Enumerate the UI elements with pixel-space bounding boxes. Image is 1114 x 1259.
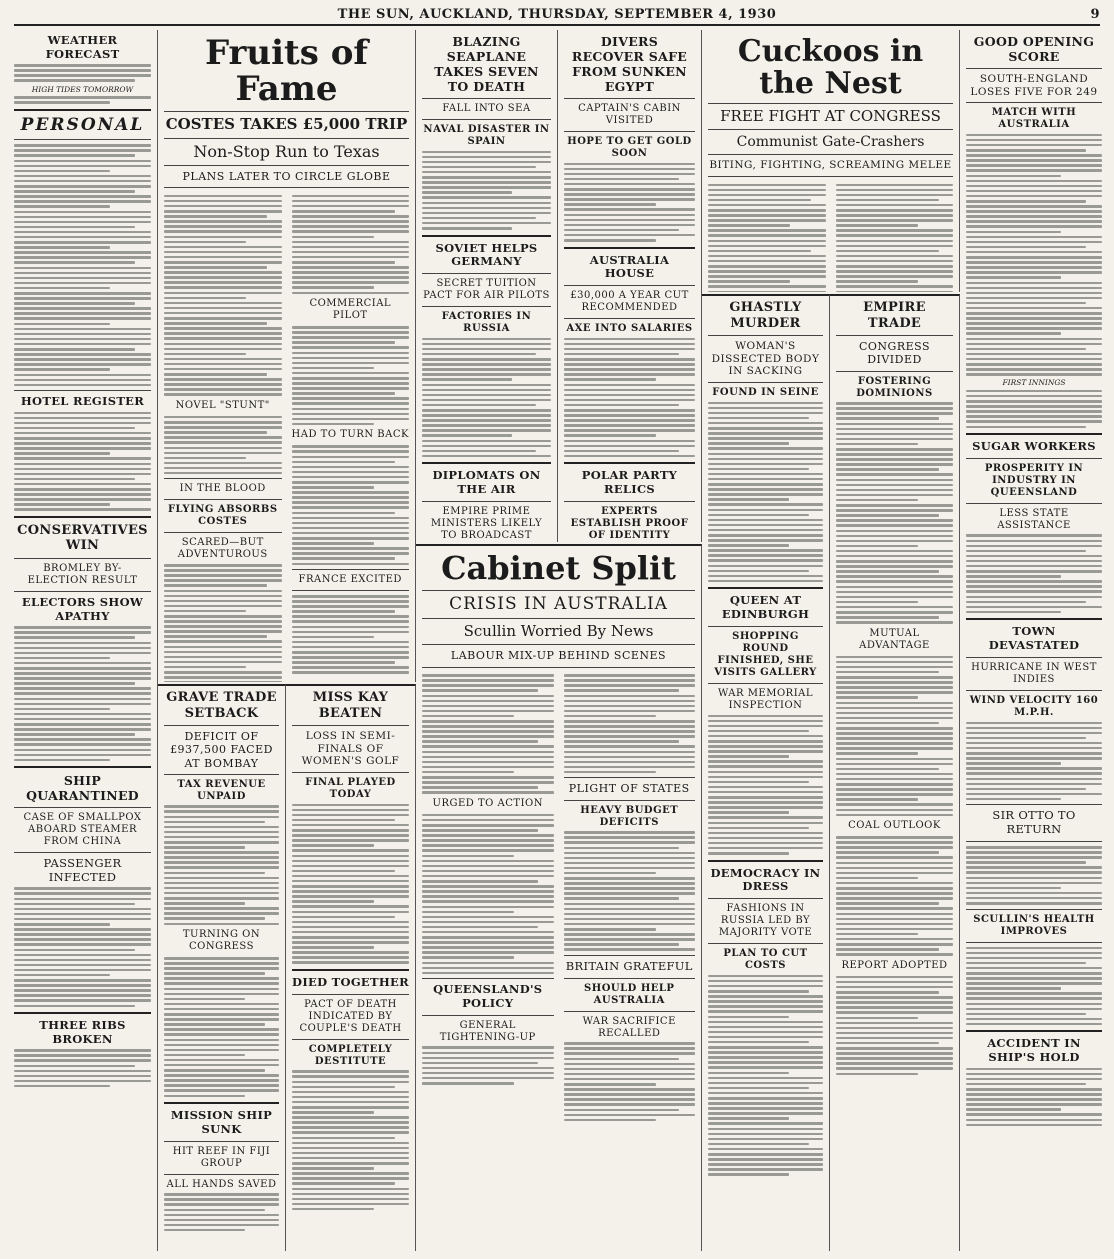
- died-sub2: COMPLETELY DESTITUTE: [308, 1043, 393, 1067]
- fruits-sub3: PLANS LATER TO CIRCLE GLOBE: [182, 170, 391, 184]
- miss-kay-headline: MISS KAY BEATEN: [312, 690, 389, 721]
- ghastly-column: [702, 294, 830, 1251]
- empire-sub1: CONGRESS DIVIDED: [858, 340, 931, 367]
- fruits-sub2: Non-Stop Run to Texas: [193, 141, 380, 161]
- polar-headline: POLAR PARTY RELICS: [581, 468, 678, 497]
- seaplane-headline: BLAZING SEAPLANE TAKES SEVEN TO DEATH: [434, 34, 539, 94]
- divers-sub1: CAPTAIN'S CABIN VISITED: [578, 103, 681, 126]
- soviet-sub1: SECRET TUITION PACT FOR AIR PILOTS: [423, 278, 550, 302]
- diplomats-sub1: EMPIRE PRIME MINISTERS LIKELY TO BROADCAST: [430, 505, 543, 541]
- grave-sub1: DEFICIT OF £937,500 FACED AT BOMBAY: [170, 730, 273, 770]
- electors-heading: ELECTORS SHOW APATHY: [21, 595, 144, 623]
- weather-heading: WEATHER FORECAST: [45, 33, 120, 61]
- divers-column: [558, 30, 702, 542]
- mission-ship-headline: MISSION SHIP SUNK: [170, 1108, 273, 1136]
- australia-sub2: AXE INTO SALARIES: [566, 323, 693, 335]
- first-innings-heading: FIRST INNINGS: [1002, 378, 1066, 388]
- fruits-sub1: COSTES TAKES £5,000 TRIP: [165, 115, 408, 134]
- fruits-of-fame-article: [158, 30, 416, 682]
- grave-trade-article: [158, 684, 286, 1251]
- democracy-sub1: FASHIONS IN RUSSIA LED BY MAJORITY VOTE: [718, 903, 813, 939]
- queen-edinburgh-headline: QUEEN AT EDINBURGH: [721, 593, 810, 622]
- seaplane-sub2: NAVAL DISASTER IN SPAIN: [423, 124, 550, 147]
- mission-sub1: HIT REEF IN FIJI GROUP: [172, 1145, 271, 1169]
- cabinet-sub2: Scullin Worried By News: [463, 622, 654, 641]
- scared-heading: SCARED—BUT ADVENTUROUS: [177, 537, 268, 561]
- coal-outlook-heading: COAL OUTLOOK: [848, 820, 941, 832]
- good-opening-sub2: MATCH WITH AUSTRALIA: [991, 107, 1077, 131]
- sugar-workers-headline: SUGAR WORKERS: [972, 439, 1096, 454]
- fruits-headline: Fruits of Fame: [204, 33, 369, 109]
- seaplane-sub1: FALL INTO SEA: [442, 103, 531, 114]
- tide-heading: HIGH TIDES TOMORROW: [31, 84, 134, 94]
- soviet-sub2: FACTORIES IN RUSSIA: [441, 311, 532, 335]
- turn-back-heading: HAD TO TURN BACK: [291, 429, 409, 441]
- soviet-headline: SOVIET HELPS GERMANY: [435, 240, 538, 269]
- cuckoos-sub1: FREE FIGHT AT CONGRESS: [720, 107, 941, 125]
- cabinet-sub1: CRISIS IN AUSTRALIA: [449, 593, 668, 614]
- ghastly-sub1: WOMAN'S DISSECTED BODY IN SACKING: [711, 340, 820, 378]
- mutual-advantage-heading: MUTUAL ADVANTAGE: [859, 627, 930, 651]
- divers-sub2: HOPE TO GET GOLD SOON: [567, 136, 692, 159]
- cabinet-headline: Cabinet Split: [441, 549, 676, 587]
- plight-sub: HEAVY BUDGET DEFICITS: [580, 804, 679, 828]
- in-the-blood-heading: IN THE BLOOD: [179, 483, 266, 495]
- democracy-headline: DEMOCRACY IN DRESS: [710, 865, 821, 894]
- conservatives-heading: CONSERVATIVES WIN: [17, 522, 148, 554]
- queensland-sub: GENERAL TIGHTENING-UP: [439, 1019, 536, 1043]
- cuckoos-article: [702, 30, 960, 292]
- passenger-heading: PASSENGER INFECTED: [43, 856, 122, 884]
- cuckoos-sub3: BITING, FIGHTING, SCREAMING MELEE: [709, 159, 952, 172]
- australia-house-headline: AUSTRALIA HOUSE: [589, 252, 670, 281]
- seaplane-column: [416, 30, 558, 542]
- bromley-heading: BROMLEY BY-ELECTION RESULT: [27, 563, 138, 587]
- hurricane-heading: HURRICANE IN WEST INDIES: [971, 661, 1097, 685]
- good-opening-headline: GOOD OPENING SCORE: [973, 34, 1095, 64]
- page-number: 9: [1090, 6, 1100, 22]
- democracy-sub2: PLAN TO CUT COSTS: [723, 948, 808, 972]
- miss-kay-article: [286, 684, 416, 1251]
- commercial-pilot-heading: COMMERCIAL PILOT: [309, 298, 392, 322]
- britain-sub2: WAR SACRIFICE RECALLED: [582, 1015, 676, 1039]
- wind-velocity-heading: WIND VELOCITY 160 M.P.H.: [969, 694, 1099, 718]
- cabinet-split-article: [416, 544, 702, 1251]
- flying-absorbs-heading: FLYING ABSORBS COSTES: [167, 504, 278, 528]
- miss-kay-sub2: FINAL PLAYED TODAY: [305, 776, 396, 800]
- died-sub1: PACT OF DEATH INDICATED BY COUPLE'S DEATH: [299, 998, 402, 1034]
- plight-headline: PLIGHT OF STATES: [568, 782, 690, 796]
- good-opening-sub1: SOUTH-ENGLAND LOSES FIVE FOR 249: [970, 73, 1098, 98]
- report-adopted-heading: REPORT ADOPTED: [841, 959, 948, 971]
- town-devastated-headline: TOWN DEVASTATED: [988, 624, 1080, 653]
- accident-headline: ACCIDENT IN SHIP'S HOLD: [987, 1036, 1081, 1065]
- cuckoos-headline: Cuckoos in the Nest: [737, 34, 924, 101]
- ghastly-sub2: FOUND IN SEINE: [712, 386, 819, 398]
- three-ribs-heading: THREE RIBS BROKEN: [39, 1018, 126, 1046]
- queensland-headline: QUEENSLAND'S POLICY: [433, 982, 543, 1011]
- right-column: [960, 30, 1108, 1251]
- personal-heading: PERSONAL: [20, 114, 145, 135]
- sir-otto-headline: SIR OTTO TO RETURN: [992, 808, 1076, 837]
- masthead-title: THE SUN, AUCKLAND, THURSDAY, SEPTEMBER 4, 1930: [337, 6, 777, 22]
- diplomats-headline: DIPLOMATS ON THE AIR: [432, 468, 541, 497]
- ghastly-headline: GHASTLY MURDER: [729, 300, 802, 331]
- sugar-sub2: LESS STATE ASSISTANCE: [997, 507, 1071, 531]
- queen-sub2: WAR MEMORIAL INSPECTION: [717, 687, 814, 711]
- empire-headline: EMPIRE TRADE: [863, 300, 926, 331]
- mission-sub2: ALL HANDS SAVED: [166, 1178, 277, 1190]
- miss-kay-sub1: LOSS IN SEMI-FINALS OF WOMEN'S GOLF: [301, 730, 400, 768]
- divers-headline: DIVERS RECOVER SAFE FROM SUNKEN EGYPT: [571, 34, 688, 94]
- polar-sub1: EXPERTS ESTABLISH PROOF OF IDENTITY: [570, 505, 689, 541]
- scullin-health-headline: SCULLIN'S HEALTH IMPROVES: [973, 913, 1095, 937]
- ship-quarantined-heading: SHIP QUARANTINED: [26, 773, 139, 804]
- cuckoos-sub2: Communist Gate-Crashers: [736, 134, 925, 151]
- novel-stunt-heading: NOVEL "STUNT": [175, 399, 270, 411]
- grave-headline: GRAVE TRADE SETBACK: [166, 690, 277, 721]
- grave-sub2: TAX REVENUE UNPAID: [177, 778, 266, 802]
- cabinet-sub3: LABOUR MIX-UP BEHIND SCENES: [450, 649, 667, 663]
- queen-sub1: SHOPPING ROUND FINISHED, SHE VISITS GALLERY: [714, 630, 817, 678]
- empire-sub2: FOSTERING DOMINIONS: [856, 375, 933, 399]
- column-1: [8, 30, 158, 1251]
- hotel-register-heading: HOTEL REGISTER: [20, 394, 145, 409]
- empire-trade-column: [830, 294, 960, 1251]
- grave-sub3: TURNING ON CONGRESS: [182, 929, 261, 952]
- australia-sub1: £30,000 A YEAR CUT RECOMMENDED: [570, 290, 689, 314]
- britain-grateful-headline: BRITAIN GRATEFUL: [565, 958, 693, 973]
- urged-heading: URGED TO ACTION: [432, 797, 543, 809]
- britain-sub1: SHOULD HELP AUSTRALIA: [584, 982, 675, 1006]
- smallpox-heading: CASE OF SMALLPOX ABOARD STEAMER FROM CHINA: [23, 812, 142, 848]
- died-together-headline: DIED TOGETHER: [292, 974, 409, 989]
- masthead: [14, 4, 1100, 26]
- sugar-sub1: PROSPERITY IN INDUSTRY IN QUEENSLAND: [984, 462, 1084, 498]
- france-excited-heading: FRANCE EXCITED: [298, 574, 402, 586]
